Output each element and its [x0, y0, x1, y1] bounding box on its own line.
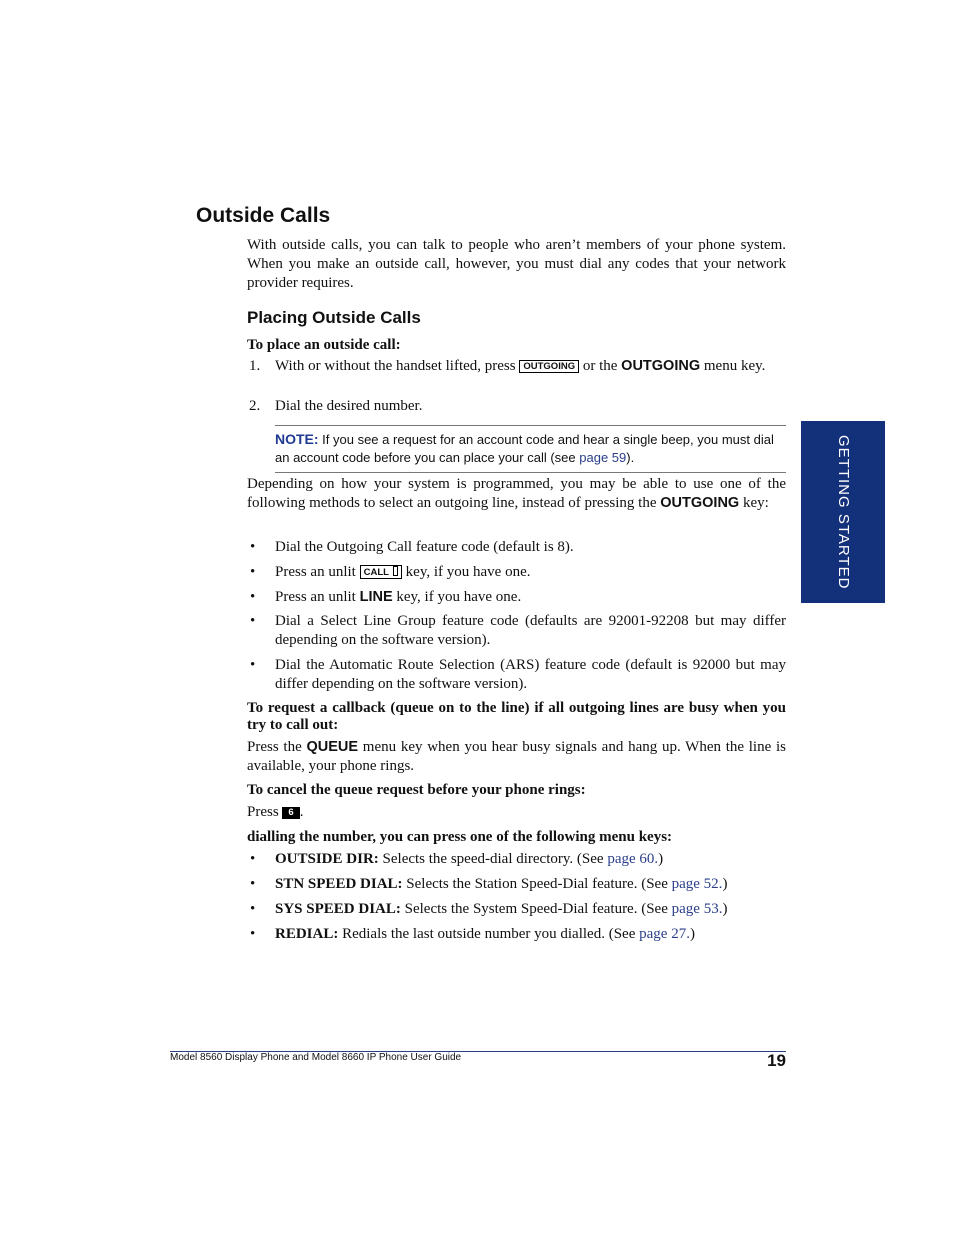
menu-key-name: STN SPEED DIAL: — [275, 876, 403, 892]
bullet: • — [250, 589, 256, 605]
list-item: • Dial a Select Line Group feature code (defaults are 92001-92208 but may differ depending on the software version). — [250, 613, 786, 648]
list-item: • REDIAL: Redials the last outside number you dialled. (See page 27.) — [250, 926, 695, 942]
bullet: • — [250, 926, 256, 942]
list-item: • Press an unlit LINE key, if you have one. — [250, 589, 522, 605]
list-item: • Dial the Outgoing Call feature code (default is 8). — [250, 539, 574, 555]
page-link[interactable]: page 27. — [639, 926, 690, 942]
note-box: NOTE: If you see a request for an account code and hear a single beep, you must dial an account code before you can place your call (see page 59). — [275, 425, 786, 473]
outgoing-key[interactable]: OUTGOING — [519, 360, 579, 373]
step-2: 2. Dial the desired number. — [249, 398, 423, 414]
cancel-paragraph: Press 6 . — [247, 804, 304, 820]
list-item: • SYS SPEED DIAL: Selects the System Speed-Dial feature. (See page 53.) — [250, 901, 728, 917]
procedure-heading: To place an outside call: — [247, 337, 401, 353]
bullet: • — [250, 901, 256, 917]
line-key-label: LINE — [359, 589, 393, 605]
menu-key-name: OUTSIDE DIR: — [275, 851, 379, 867]
outgoing-key-label: OUTGOING — [660, 495, 740, 511]
side-tab-label: GETTING STARTED — [835, 434, 852, 590]
bullet: • — [250, 539, 256, 555]
list-item: • Press an unlit CALL key, if you have one. — [250, 564, 531, 580]
outgoing-menu-key: OUTGOING — [621, 358, 701, 374]
page-number: 19 — [767, 1051, 786, 1070]
cancel-heading: To cancel the queue request before your phone rings: — [247, 782, 586, 798]
call-key-indicator-icon — [393, 566, 398, 576]
bullet: • — [250, 851, 256, 867]
page-link[interactable]: page 52. — [671, 876, 723, 892]
intro-paragraph: With outside calls, you can talk to people who aren’t members of your phone system. When you make an outside call, however, you must dial any codes that your network provider requires. — [247, 237, 786, 291]
callback-heading: To request a callback (queue on to the line) if all outgoing lines are busy when you try to call out: — [247, 700, 786, 733]
queue-key-label: QUEUE — [306, 739, 359, 755]
step-number: 2. — [249, 398, 261, 414]
section-title: Outside Calls — [196, 204, 331, 227]
call-key[interactable]: CALL — [360, 565, 402, 579]
list-item: • STN SPEED DIAL: Selects the Station Speed-Dial feature. (See page 52.) — [250, 876, 728, 892]
list-item: • OUTSIDE DIR: Selects the speed-dial directory. (See page 60.) — [250, 851, 664, 867]
footer-title: Model 8560 Display Phone and Model 8660 IP Phone User Guide — [170, 1052, 462, 1063]
menu-key-name: REDIAL: — [275, 926, 339, 942]
dialpad-6-key[interactable]: 6 — [282, 807, 299, 819]
step-number: 1. — [249, 358, 261, 374]
bullet: • — [250, 876, 256, 892]
page-link[interactable]: page 53. — [671, 901, 723, 917]
step-1: 1. With or without the handset lifted, press OUTGOING or the OUTGOING menu key. — [249, 358, 766, 374]
bullet: • — [250, 613, 256, 629]
note-label: NOTE: — [275, 431, 319, 447]
subsection-title: Placing Outside Calls — [247, 308, 421, 327]
methods-intro: Depending on how your system is programmed, you may be able to use one of the following methods to select an outgoing line, instead of pressing the OUTGOING key: — [247, 476, 786, 511]
side-tab — [801, 421, 885, 603]
page-link[interactable]: page 60. — [607, 851, 659, 867]
bullet: • — [250, 657, 256, 673]
note-page-link[interactable]: page 59 — [579, 450, 627, 465]
dialling-heading: dialling the number, you can press one of the following menu keys: — [247, 829, 673, 845]
menu-key-name: SYS SPEED DIAL: — [275, 901, 401, 917]
bullet: • — [250, 564, 256, 580]
list-item: • Dial the Automatic Route Selection (ARS) feature code (default is 92000 but may differ depending on the software version). — [250, 657, 786, 692]
callback-paragraph: Press the QUEUE menu key when you hear busy signals and hang up. When the line is available, your phone rings. — [247, 739, 786, 774]
